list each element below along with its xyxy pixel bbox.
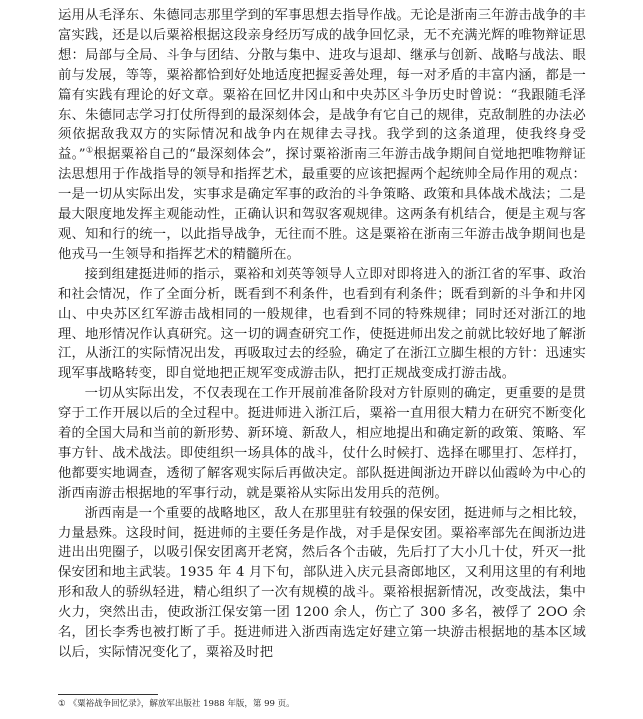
paragraph-4: 浙西南是一个重要的战略地区，敌人在那里驻有较强的保安团，挺进师与之相比较，力量悬殊。这段时间，挺进师的主要任务是作战，对手是保安团。粟裕率部先在闽浙边进进出出兜圈子，以吸引保安团离开老窝，然后各个击破，先后打了大小几十仗，歼灭一批保安团和地主武装。1935 年 4 月下旬，部队进入庆元县斋郎地区，又利用这里的有利地形和敌人的骄纵轻进，精心组织了一次有规模的战斗。粟裕根据新情况，改变战法，集中火力，突然出击，使政浙江保安第一团 1200 余人，伤亡了 300 多名，被俘了 2OO 余名，团长李秀也被打断了手。挺进师进入浙西南选定好建立第一块游击根据地的基本区域以后，实际情况变化了，粟裕及时把 (58, 505, 586, 660)
footnote-mark: ① (58, 699, 66, 709)
paragraph-1-text-b: 根据粟裕自己的“最深刻体会”，探讨粟裕浙南三年游击战争期间自觉地把唯物辩证法思想用于作战指导的领导和指挥艺术，最重要的应该把握两个起统帅全局作用的观点：一是一切从实际出发，实事求是确定军事的政治的斗争策略、政策和具体战术战法；二是最大限度地发挥主观能动性，正确认识和驾驭客观规律。这两条有机结合，便是主观与客观、知和行的统一，以此指导战争，无往而不胜。这是粟裕在浙南三年游击战争期间也是他戎马一生领导和指挥艺术的精髓所在。 (58, 147, 586, 262)
paragraph-1-text-a: 运用从毛泽东、朱德同志那里学到的军事思想去指导作战。无论是浙南三年游击战争的丰富实践，还是以后粟裕根据这段亲身经历写成的战争回忆录，无不充满光辉的唯物辩证思想：局部与全局、斗争与团结、分散与集中、进攻与退却、继承与创新、战略与战法、眼前与发展，等等，粟裕都恰到好处地适度把握妥善处理，每一对矛盾的丰富内涵，都是一篇有实践有理论的好文章。粟裕在回忆井冈山和中央苏区斗争历史时曾说：“我跟随毛泽东、朱德同志学习打仗所得到的最深刻体会，是战争有它自己的规律，克敌制胜的办法必须依据敌我双方的实际情况和战争内在规律去寻找。我学到的这条道理，使我终身受益。” (58, 8, 586, 163)
footnote-text: 《粟裕战争回忆录》，解放军出版社 1988 年版，第 99 页。 (68, 699, 295, 709)
paragraph-2: 接到组建挺进师的指示，粟裕和刘英等领导人立即对即将进入的浙江省的军事、政治和社会情况，作了全面分析，既看到不利条件，也看到有利条件；既看到新的斗争和井冈山、中央苏区红军游击战相同的一般规律，也看到不同的特殊规律；同时还对浙江的地理、地形情况作认真研究。这一切的调查研究工作，使挺进师出发之前就比较好地了解浙江，从浙江的实际情况出发，再吸取过去的经验，确定了在浙江立脚生根的方针：迅速实现军事战略转变，即自觉地把正规军变成游击队，把打正规战变成打游击战。 (58, 266, 586, 382)
document-page (58, 6, 586, 663)
footnote-reference[interactable]: ① (85, 145, 94, 155)
footnote (58, 698, 295, 710)
paragraph-1 (58, 6, 586, 265)
footnote-divider (58, 694, 158, 695)
paragraph-3: 一切从实际出发，不仅表现在工作开展前准备阶段对方针原则的确定，更重要的是贯穿于工作开展以后的全过程中。挺进师进入浙江后，粟裕一直用很大精力在研究不断变化着的全国大局和当前的新形势、新环境、新敌人，相应地提出和确定新的政策、策略、军事方针、战术战法。即使组织一场具体的战斗，仗什么时候打、选择在哪里打、怎样打，他都要实地调查，透彻了解客观实际后再做决定。部队挺进闽浙边开辟以仙霞岭为中心的浙西南游击根据地的军事行动，就是粟裕从实际出发用兵的范例。 (58, 386, 586, 501)
